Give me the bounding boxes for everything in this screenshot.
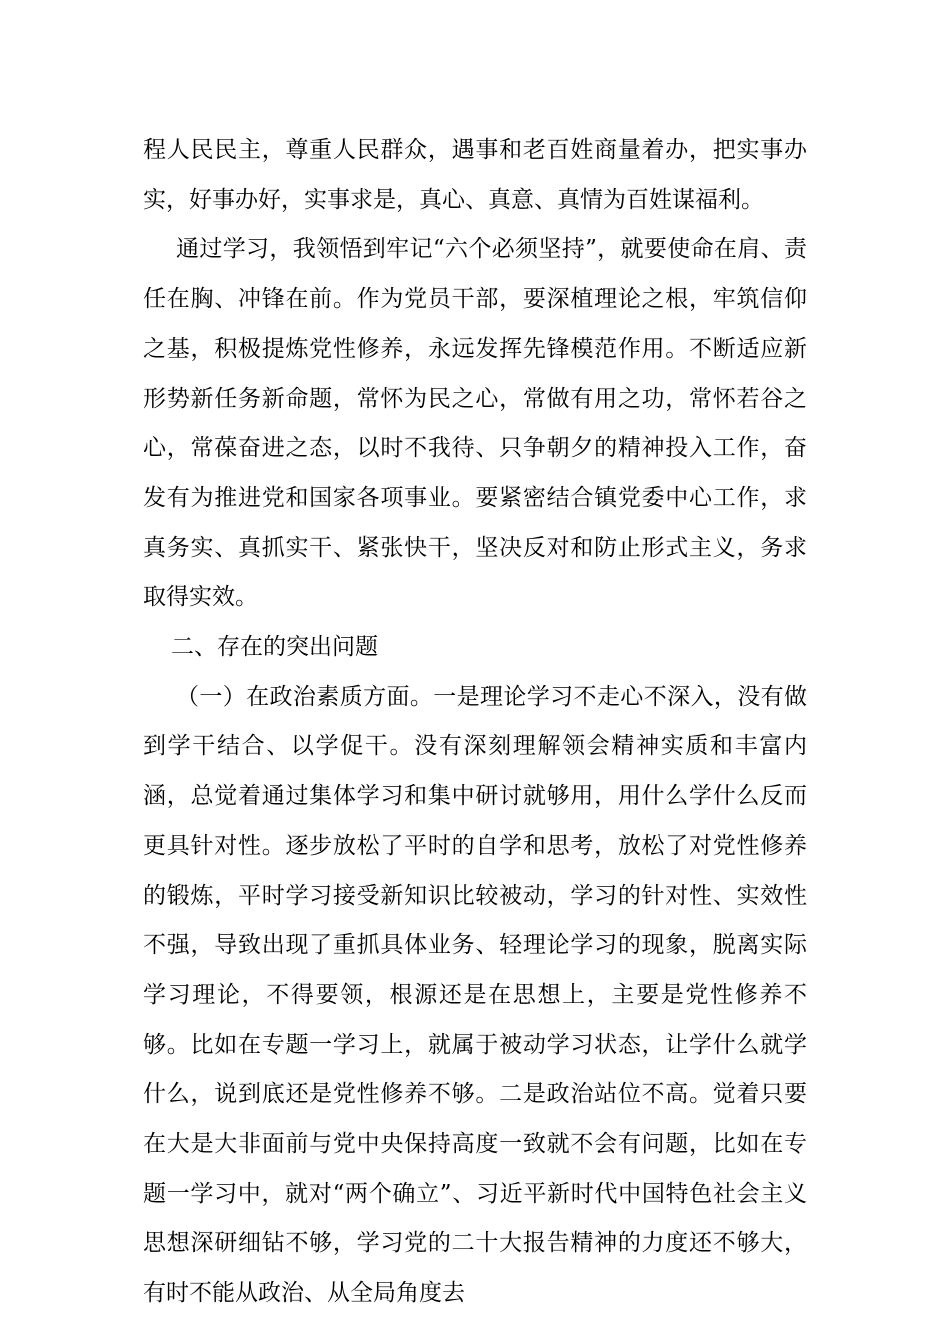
- paragraph-political-quality: （一）在政治素质方面。一是理论学习不走心不深入，没有做到学干结合、以学促干。没有深刻理解领会精神实质和丰富内涵，总觉着通过集体学习和集中研讨就够用，用什么学什么反而更具针对性。逐步放松了平时的自学和思考，放松了对党性修养的锻炼，平时学习接受新知识比较被动，学习的针对性、实效性不强，导致出现了重抓具体业务、轻理论学习的现象，脱离实际学习理论，不得要领，根源还是在思想上，主要是党性修养不够。比如在专题一学习上，就属于被动学习状态，让学什么就学什么，说到底还是党性修养不够。二是政治站位不高。觉着只要在大是大非面前与党中央保持高度一致就不会有问题，比如在专题一学习中，就对“两个确立”、习近平新时代中国特色社会主义思想深研细钻不够，学习党的二十大报告精神的力度还不够大，有时不能从政治、从全局角度去: [143, 683, 807, 1307]
- document-body: [143, 126, 807, 1319]
- paragraph-study-insight: 通过学习，我领悟到牢记“六个必须坚持”，就要使命在肩、责任在胸、冲锋在前。作为党员干部，要深植理论之根，牢筑信仰之基，积极提炼党性修养，永远发挥先锋模范作用。不断适应新形势新任务新命题，常怀为民之心，常做有用之功，常怀若谷之心，常葆奋进之态，以时不我待、只争朝夕的精神投入工作，奋发有为推进党和国家各项事业。要紧密结合镇党委中心工作，求真务实、真抓实干、紧张快干，坚决反对和防止形式主义，务求取得实效。: [143, 236, 807, 611]
- section-heading-problems: 二、存在的突出问题: [171, 634, 378, 661]
- paragraph-continuation: 程人民民主，尊重人民群众，遇事和老百姓商量着办，把实事办实，好事办好，实事求是，真心、真意、真情为百姓谋福利。: [143, 137, 807, 213]
